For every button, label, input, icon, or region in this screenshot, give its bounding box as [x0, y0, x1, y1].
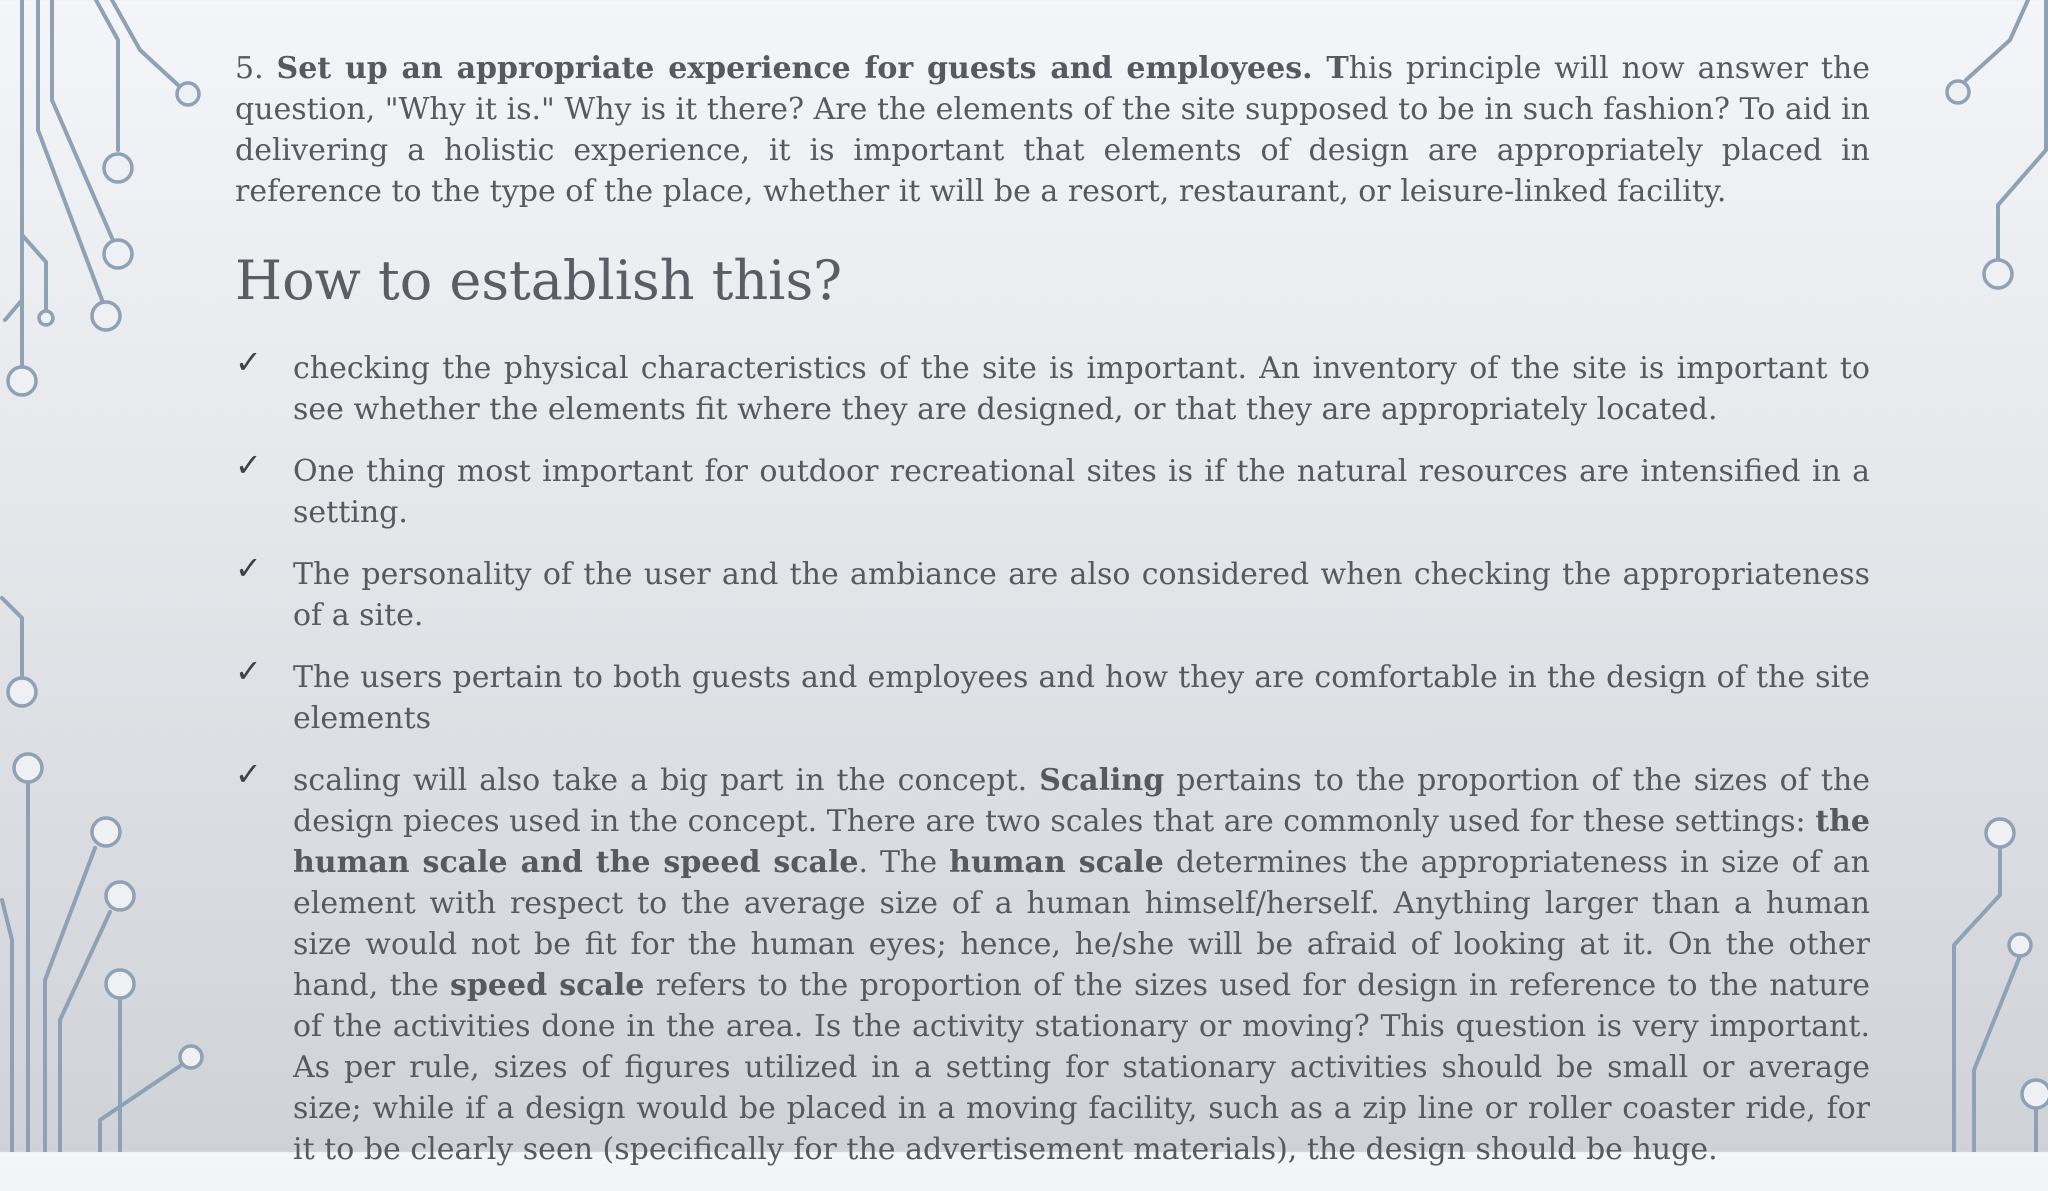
bullet-item — [235, 652, 1870, 739]
checkmark-icon: ✓ — [235, 755, 262, 793]
intro-text: his principle will now answer the question, "Why it is." Why is it there? Are the elements of the site supposed to be in such fashion? To aid in delivering a holistic experience, it is important that elements of design are appropriately placed in reference to the type of the place, whether it will be a resort, restaurant, or leisure-linked facility. — [235, 51, 1870, 209]
checkmark-icon: ✓ — [235, 343, 262, 381]
text-segment: refers to the proportion of the sizes used for design in reference to the nature of the activities done in the area. Is the activity stationary or moving? This question is very important. As per rule, sizes of figures utilized in a setting for stationary activities should be small or average size; while if a design would be placed in a moving facility, such as a zip line or roller coaster ride, for it to be clearly seen (specifically for the advertisement materials), the design should be huge. — [293, 968, 1870, 1167]
bold-term-human-scale: human scale — [949, 845, 1164, 880]
bullet-text: One thing most important for outdoor recreational sites is if the natural resources are intensified in a setting. — [293, 454, 1870, 530]
slide-content — [235, 48, 1870, 1191]
bullet-list — [235, 343, 1870, 1170]
bullet-item-scaling — [235, 755, 1870, 1170]
intro-number: 5. — [235, 51, 277, 86]
checkmark-icon: ✓ — [235, 549, 262, 587]
text-segment: pertains to the proportion of the sizes of the design pieces used in the concept. There are two scales that are commonly used for these settings: — [293, 763, 1870, 839]
bullet-item — [235, 343, 1870, 430]
bullet-text: checking the physical characteristics of the site is important. An inventory of the site is important to see whether the elements fit where they are designed, or that they are appropriately located. — [293, 351, 1870, 427]
intro-paragraph — [235, 48, 1870, 212]
checkmark-icon: ✓ — [235, 652, 262, 690]
bold-term-scales: the human scale and the speed scale — [293, 804, 1870, 880]
text-segment: determines the appropriateness in size of an element with respect to the average size of a human himself/herself. Anything larger than a human size would not be fit for the human eyes; hence, he/she will be afraid of looking at it. On the other hand, the — [293, 845, 1870, 1003]
text-segment: . The — [858, 845, 950, 880]
section-heading: How to establish this? — [235, 249, 843, 312]
circuit-decoration-left — [0, 0, 230, 1152]
bold-term-speed-scale: speed scale — [450, 968, 645, 1003]
bullet-item — [235, 446, 1870, 533]
checkmark-icon: ✓ — [235, 446, 262, 484]
bold-term-scaling: Scaling — [1039, 763, 1165, 798]
bullet-text — [293, 763, 1870, 1167]
intro-bold-title: Set up an appropriate experience for guests and employees. T — [276, 51, 1349, 86]
text-segment: scaling will also take a big part in the concept. — [293, 763, 1040, 798]
bullet-item — [235, 549, 1870, 636]
circuit-decoration-right — [1938, 0, 2048, 1152]
bullet-text: The users pertain to both guests and employees and how they are comfortable in the design of the site elements — [293, 660, 1870, 736]
bullet-text: The personality of the user and the ambiance are also considered when checking the appropriateness of a site. — [293, 557, 1870, 633]
